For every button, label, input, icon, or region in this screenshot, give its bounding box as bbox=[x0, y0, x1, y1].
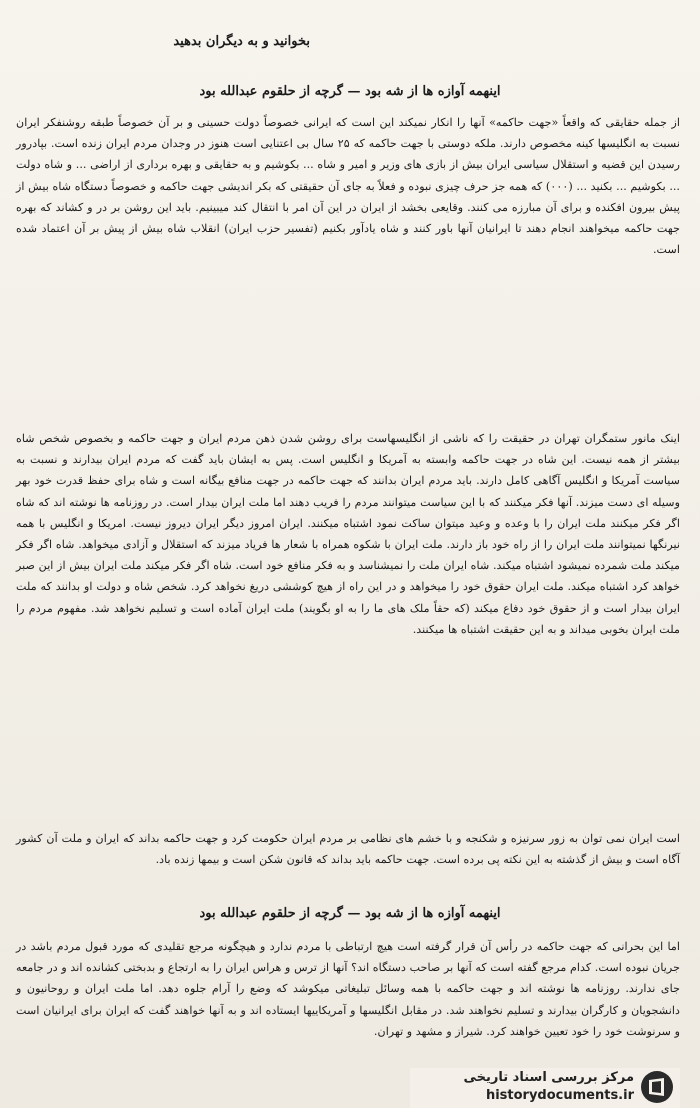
watermark-stamp bbox=[410, 1068, 680, 1108]
archive-logo-icon bbox=[640, 1070, 674, 1104]
watermark-text: مرکز بررسی اسناد تاریخی bbox=[463, 1070, 634, 1085]
paragraph-1: از جمله حقایقی که واقعاً «جهت حاکمه» آنها را انکار نمیکند این است که ایرانی خصوصاً دولت حسینی و بر آن خصوصاً طبقه روشنفکر ایران نسبت به انگلیسها کینه مخصوص دارند. ملکه دوستی با جهت حاکمه که ۲۵ سال بی اعتنایی است هنوز در وجدان مردم ایران زنده است. بپادرور رسیدن این قضیه و استقلال سیاسی ایران بیش از بازی های وزیر و امیر و شاه ... بکوشیم و به حقایقی و بهره برداری از اراضی ... و شاه دولت ... بکوشیم ... بکنید ... (۰۰۰) که همه جز حرف چیزی نبوده و فعلاً به جای آن حقیقتی که بکر اندیشی جهت حاکمه و خصوصاً دستگاه شاه بیش از پیش بیرون افکنده و برای آن مبارزه می کنند. وقایعی بخشد از ایران در این آن امر با انتقال کند میبینیم. باید این روشن بر در و کشاند که بهره جهت حاکمه میخواهند انجام دهند تا ایرانیان آنها باور کنند و شاه یادآور بکنیم (تفسیر حزب ایران) انقلاب شاه بیش از پیش بر آن اعتماد شده است. bbox=[16, 116, 680, 257]
heading-2: اینهمه آوازه ها از شه بود — گرچه از حلقوم عبدالله بود bbox=[199, 906, 501, 921]
watermark-url: historydocuments.ir bbox=[485, 1088, 634, 1103]
paragraph-3: است ایران نمی توان به زور سرنیزه و شکنجه و با خشم های نظامی بر مردم ایران حکومت کرد و جهت حاکمه بداند که ایران و ملت آن کشور آگاه است و بیش از گذشته به این نکته پی برده است. جهت حاکمه باید بداند که قانون شکن است و بیمها زنده باد. bbox=[16, 832, 680, 867]
paragraph-4: اما این بحرانی که جهت حاکمه در رأس آن قرار گرفته است هیچ ارتباطی با مردم ندارد و هیچگونه مرجع تقلیدی که مورد قبول مردم باشد در جریان نبوده است. کدام مرجع گفته است که آنها بر صاحب دستگاه اند؟ آنها از ترس و هراس ایران را به ارتجاع و بدبختی کشانده اند و در جامعه جای ندارند. روزنامه ها نوشته اند و جهت حاکمه با همه وسائل تبلیغاتی میکوشد که وضع را آرام جلوه دهد. اما ملت ایران و روحانیون و دانشجویان و کارگران بیدارند و تسلیم نخواهند شد. در مقابل انگلیسها و آمریکاییها ایستاده اند و به آنها خواهند گفت که ایران برای ایرانیان است و سرنوشت خود را خود تعیین خواهند کرد. شیراز و مشهد و تهران. bbox=[16, 940, 680, 1038]
heading-1: اینهمه آوازه ها از شه بود — گرچه از حلقوم عبدالله بود bbox=[199, 84, 501, 99]
top-note: بخوانید و به دیگران بدهید bbox=[173, 34, 310, 49]
paragraph-2: اینک مانور ستمگران تهران در حقیقت را که ناشی از انگلیسهاست برای روشن شدن ذهن مردم ایران و جهت حاکمه و بخصوص شخص شاه بیشتر از همه نیست. این شاه در جهت حاکمه وابسته به آمریکا و انگلیس است. پس به ایشان باید گفت که مردم ایران بیدارند و نسبت به سیاست آمریکا و انگلیس آگاهی کامل دارند. باید مردم ایران بدانند که جهت حاکمه در جهت منافع بیگانه است و شاه برای حفظ قدرت خود بهر وسیله ای دست میزند. آنها فکر میکنند که با این سیاست میتوانند مردم را فریب دهند اما ملت ایران بیدار است. در روزنامه ها نوشته اند که شاه اگر فکر میکنند ملت ایران را با وعده و وعید میتوان ساکت نمود اشتباه میکنند. ایران امروز دیگر ایران دیروز نیست. امریکا و انگلیس با همه نیرنگها نمیتوانند ملت ایران را از راه خود باز دارند. ملت ایران با شکوه همراه با شعار ها فریاد میزند که استقلال و آزادی میخواهد. شاه اگر فکر میکند ملت شمرده نمیشود اشتباه میکند. شاه ایران ملت را نمیشناسد و به فکر منافع خود است. شاه اگر فکر میکند ملت ایران بیش از این صبر خواهد کرد اشتباه میکند. ملت ایران حقوق خود را میخواهد و در این راه از هیچ کوششی دریغ نخواهد کرد. شخص شاه و دولت او بدانند که ملت ایران بیدار است و از حقوق خود دفاع میکند (که حقاً ملک های ما را به او بگویند) ملت ایران آماده است و تسلیم نخواهد شد. مفهوم مردم را ملت ایران بخوبی میداند و به این حقیقت اشتباه ها میکنند. bbox=[16, 432, 680, 636]
